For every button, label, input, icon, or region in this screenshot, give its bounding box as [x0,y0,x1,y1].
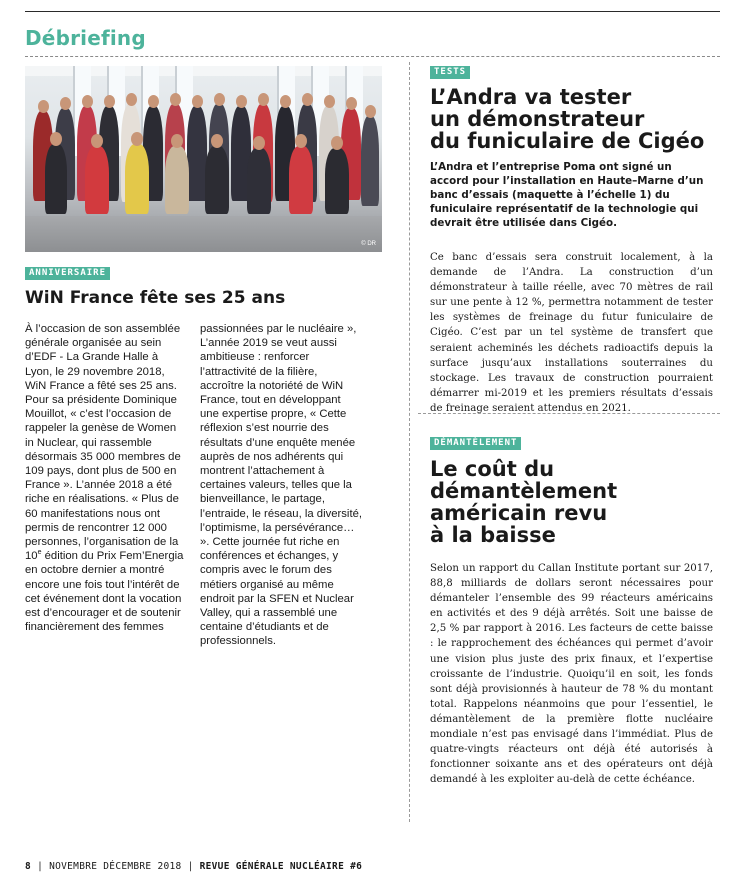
demantelement-body: Selon un rapport du Callan Institute portant sur 2017, 88,8 milliards de dollars seront nécessaires pour démanteler l’ensemble des 99 réacteurs américains en activités et des 9 déjà arrêtés. Soit une baisse de 2,5 % par rapport à 2016. Les facteurs de cette baisse : le rapprochement des échéances qui permet d’avoir une vision plus juste des prix finaux, et l’expertise croissante de l’industrie. Quoiqu’il en soit, les fonds sont déjà provisionnés à hauteur de 78 % du montant total. Rappelons néanmoins que pour l’essentiel, le démantèlement de la première flotte nucléaire mondiale n’est pas envisagé dans l’immédiat. Plus de quatre-vingts réacteurs ont déjà été autorisés à fonctionner soixante ans et des opérateurs ont déjà demandé à les exploiter au-delà de cette échéance. [430,563,713,786]
page-footer [25,861,362,872]
anniversaire-tag: ANNIVERSAIRE [25,267,110,280]
andra-headline-line-3: du funiculaire de Cigéo [430,129,705,153]
top-rule [25,11,720,12]
left-article-col1-ordinal-suffix: e [37,549,42,557]
right-article-rule [418,413,720,414]
demantelement-headline [430,458,617,546]
footer-sep-1: | [37,861,50,872]
andra-headline-line-2: un démonstrateur [430,107,645,131]
page-number: 8 [25,861,32,872]
column-divider [409,62,410,822]
andra-body: Ce banc d’essais sera construit localement, à la demande de l’Andra. La construction d’un démonstrateur à taille réelle, avec 70 mètres de rail sur une pente à 12 %, permettra notamment de tester les systèmes de freinage du futur funiculaire de Cigéo. C’est par un tel système de transfert que seraient acheminés les déchets radioactifs depuis la surface jusqu’aux installations souterraines du stockage. Les travaux de construction pourraient démarrer mi-2019 et les premiers résultats d’essais de freinage seraient attendus en 2021. [430,252,713,414]
andra-headline-line-1: L’Andra va tester [430,85,632,109]
demantelement-headline-line-4: à la baisse [430,523,556,547]
left-article-col1-end: édition du Prix Fem’Energia en octobre dernier a montré encore une fois tout l’intérêt de cet événement dont la vocation est d’encourager et de soutenir financièrement des femmes [25,550,184,634]
left-article-column-1 [25,322,185,634]
left-article-column-2 [200,322,362,649]
issue-date: NOVEMBRE DÉCEMBRE 2018 [49,861,182,872]
section-title-rule [25,56,720,57]
demantelement-tag: DÉMANTÈLEMENT [430,437,521,450]
left-article-col1-ordinal: 10 [25,550,38,563]
demantelement-headline-line-1: Le coût du [430,457,555,481]
left-article-col2-text: passionnées par le nucléaire », L’année 2019 se veut aussi ambitieuse : renforcer l’attractivité de la filière, accroître la notoriété de WiN France, tout en développant une expertise propre, « Cette réflexion s’est nourrie des résultats d’une enquête menée auprès de nos adhérents qui montrent l’attachement à certaines valeurs, telles que la bienveillance, le partage, l’entraide, le réseau, la diversité, l’optimisme, la persévérance… ». Cette journée fut riche en conférences et échanges, y compris avec le forum des métiers organisé au même endroit par la SFEN et Nuclear Valley, qui a rassemblé une centaine d’étudiants et de professionnels. [200,323,363,648]
demantelement-headline-line-2: démantèlement [430,479,618,503]
win-france-headline: WiN France fête ses 25 ans [25,288,286,308]
section-title: Débriefing [25,26,146,50]
left-article-col1-text: À l’occasion de son assemblée générale organisée au sein d’EDF - La Grande Halle à Lyon, le 29 novembre 2018, WiN France a fêté ses 25 ans. Pour sa présidente Dominique Mouillot, « c’est l’occasion de rappeler la genèse de Women in Nuclear, qui rassemble désormais 35 000 membres de 109 pays, dont plus de 500 en France ». L’année 2018 a été riche en réalisations. « Plus de 60 manifestations nous ont permis de rencontrer 12 000 personnes, l’organisation de la [25,323,181,549]
footer-sep-2: | [187,861,200,872]
demantelement-headline-line-3: américain revu [430,501,608,525]
publication-name: REVUE GÉNÉRALE NUCLÉAIRE #6 [199,861,363,872]
photo-credit: © DR [361,241,376,247]
group-photo [25,66,382,252]
andra-headline [430,86,704,152]
tests-tag: TESTS [430,66,470,79]
andra-lead: L’Andra et l’entreprise Poma ont signé un accord pour l’installation en Haute–Marne d’un banc d’essais (maquette à l’échelle 1) du funiculaire représentatif de la technologie qui devrait être utilisée dans Cigéo. [430,161,704,229]
